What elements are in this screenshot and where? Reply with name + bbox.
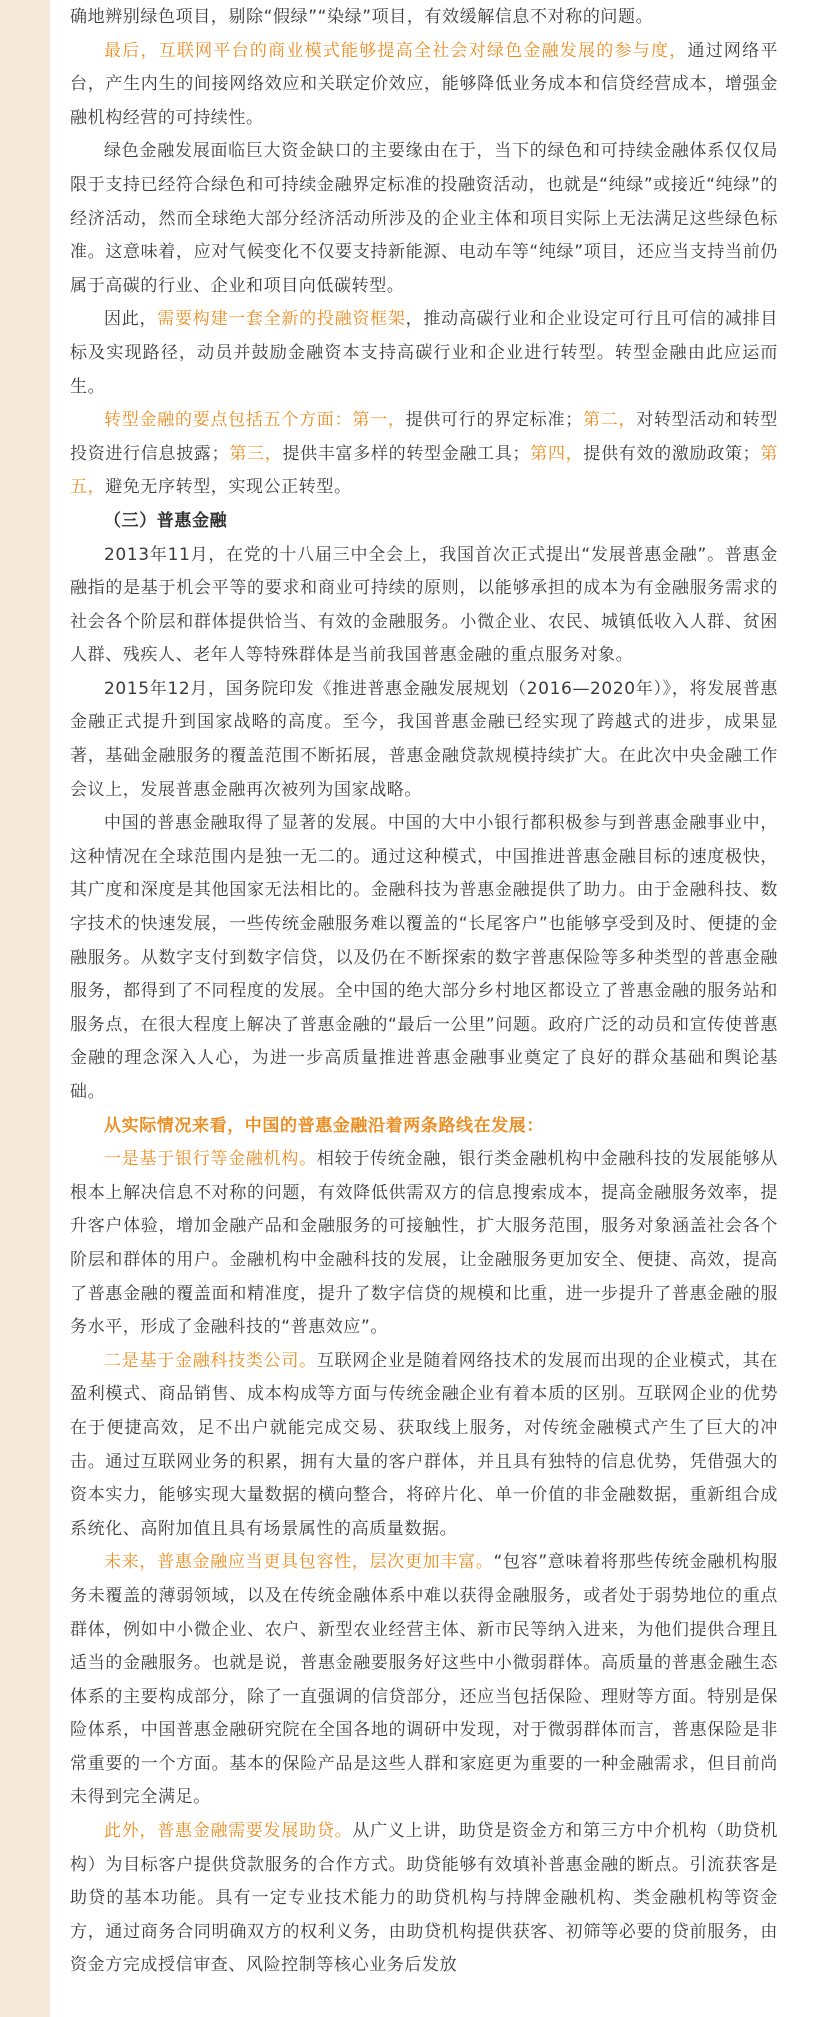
body-text: 因此， xyxy=(104,309,158,330)
body-text: 避免无序转型，实现公正转型。 xyxy=(105,477,352,498)
paragraph-2 xyxy=(70,35,778,136)
article-body xyxy=(70,1,778,1983)
highlight-text: 第二， xyxy=(582,410,637,431)
paragraph-13 xyxy=(70,1815,778,1983)
paragraph-3: 绿色金融发展面临巨大资金缺口的主要缘由在于，当下的绿色和可持续金融体系仅仅局限于支持已经符合绿色和可持续金融界定标准的投融资活动，也就是“纯绿”或接近“纯绿”的经济活动，然而全球绝大部分经济活动所涉及的企业主体和项目实际上无法满足这些绿色标准。这意味着，应对气候变化不仅要支持新能源、电动车等“纯绿”项目，还应当支持当前仍属于高碳的行业、企业和项目向低碳转型。 xyxy=(70,141,778,296)
article-page xyxy=(50,0,815,2017)
highlight-text: 二是基于金融科技类公司。 xyxy=(104,1350,317,1371)
section-heading: （三）普惠金融 xyxy=(104,510,228,531)
body-text: ，推动高碳行业和企业设定可行且可信的减排目标及实现路径，动员并鼓励金融资本支持高碳行业和企业进行转型。转型金融由此应运而生。 xyxy=(70,309,778,397)
paragraph-12 xyxy=(70,1546,778,1815)
paragraph-6: 2013年11月，在党的十八届三中全会上，我国首次正式提出“发展普惠金融”。普惠金融指的是基于机会平等的要求和商业可持续的原则，以能够承担的成本为有金融服务需求的社会各个阶层和群体提供恰当、有效的金融服务。小微企业、农民、城镇低收入人群、贫困人群、残疾人、老年人等特殊群体是当前我国普惠金融的重点服务对象。 xyxy=(70,544,778,666)
body-text: 通过网络平台，产生内生的间接网络效应和关联定价效应，能够降低业务成本和信贷经营成本，增强金融机构经营的可持续性。 xyxy=(70,40,779,128)
paragraph-5 xyxy=(70,404,778,505)
paragraph-7: 2015年12月，国务院印发《推进普惠金融发展规划（2016—2020年）》，将发展普惠金融正式提升到国家战略的高度。至今，我国普惠金融已经实现了跨越式的进步，成果显著，基础金融服务的覆盖范围不断拓展，普惠金融贷款规模持续扩大。在此次中央金融工作会议上，发展普惠金融再次被列为国家战略。 xyxy=(70,678,778,800)
body-text: 提供有效的激励政策； xyxy=(583,443,761,464)
paragraph-9 xyxy=(70,1110,778,1144)
highlight-text: 第三， xyxy=(229,443,283,464)
highlight-text: 此外，普惠金融需要发展助贷。 xyxy=(104,1821,353,1842)
highlight-text: 一是基于银行等金融机构。 xyxy=(104,1149,317,1170)
body-text: 提供可行的界定标准； xyxy=(405,410,583,431)
highlight-text: 转型金融的要点包括五个方面：第一， xyxy=(104,410,406,431)
highlight-bold-text: 从实际情况来看，中国的普惠金融沿着两条路线在发展： xyxy=(104,1115,544,1136)
body-text: 从广义上讲，助贷是资金方和第三方中介机构（助贷机构）为目标客户提供贷款服务的合作方式。助贷能够有效填补普惠金融的断点。引流获客是助贷的基本功能。具有一定专业技术能力的助贷机构与持牌金融机构、类金融机构等资金方，通过商务合同明确双方的权利义务，由助贷机构提供获客、初筛等必要的贷前服务，由资金方完成授信审查、风险控制等核心业务后发放 xyxy=(70,1821,778,1976)
highlight-text: 需要构建一套全新的投融资框架 xyxy=(157,309,406,330)
paragraph-8: 中国的普惠金融取得了显著的发展。中国的大中小银行都积极参与到普惠金融事业中，这种情况在全球范围内是独一无二的。通过这种模式，中国推进普惠金融目标的速度极快，其广度和深度是其他国家无法相比的。金融科技为普惠金融提供了助力。由于金融科技、数字技术的快速发展，一些传统金融服务难以覆盖的“长尾客户”也能够享受到及时、便捷的金融服务。从数字支付到数字信贷，以及仍在不断探索的数字普惠保险等多种类型的普惠金融服务，都得到了不同程度的发展。全中国的绝大部分乡村地区都设立了普惠金融的服务站和服务点，在很大程度上解决了普惠金融的“最后一公里”问题。政府广泛的动员和宣传使普惠金融的理念深入人心，为进一步高质量推进普惠金融事业奠定了良好的群众基础和舆论基础。 xyxy=(70,813,778,1102)
highlight-text: 未来，普惠金融应当更具包容性，层次更加丰富。 xyxy=(104,1552,494,1573)
body-text: 互联网企业是随着网络技术的发展而出现的企业模式，其在盈利模式、商品销售、成本构成等方面与传统金融企业有着本质的区别。互联网企业的优势在于便捷高效，足不出户就能完成交易、获取线上服务，对传统金融模式产生了巨大的冲击。通过互联网业务的积累，拥有大量的客户群体，并且具有独特的信息优势，凭借强大的资本实力，能够实现大量数据的横向整合，将碎片化、单一价值的非金融数据，重新组合成系统化、高附加值且具有场景属性的高质量数据。 xyxy=(70,1350,778,1539)
highlight-text: 第五， xyxy=(70,443,778,498)
paragraph-1: 确地辨别绿色项目，剔除“假绿”“染绿”项目，有效缓解信息不对称的问题。 xyxy=(70,7,654,27)
paragraph-4 xyxy=(70,303,778,404)
body-text: 提供丰富多样的转型金融工具； xyxy=(282,443,531,464)
highlight-text: 第四， xyxy=(530,443,584,464)
body-text: 对转型活动和转型投资进行信息披露； xyxy=(70,410,778,464)
highlight-text: 最后，互联网平台的商业模式能够提高全社会对绿色金融发展的参与度， xyxy=(104,40,688,61)
body-text: 相较于传统金融，银行类金融机构中金融科技的发展能够从根本上解决信息不对称的问题，有效降低供需双方的信息搜索成本，提高金融服务效率，提升客户体验，增加金融产品和金融服务的可接触性，扩大服务范围，服务对象涵盖社会各个阶层和群体的用户。金融机构中金融科技的发展，让金融服务更加安全、便捷、高效，提高了普惠金融的覆盖面和精准度，提升了数字信贷的规模和比重，进一步提升了普惠金融的服务水平，形成了金融科技的“普惠效应”。 xyxy=(70,1149,778,1338)
paragraph-11 xyxy=(70,1345,778,1547)
body-text: “包容”意味着将那些传统金融机构服务未覆盖的薄弱领域，以及在传统金融体系中难以获得金融服务，或者处于弱势地位的重点群体，例如中小微企业、农户、新型农业经营主体、新市民等纳入进来，为他们提供合理且适当的金融服务。也就是说，普惠金融要服务好这些中小微弱群体。高质量的普惠金融生态体系的主要构成部分，除了一直强调的信贷部分，还应当包括保险、理财等方面。特别是保险体系，中国普惠金融研究院在全国各地的调研中发现，对于微弱群体而言，普惠保险是非常重要的一个方面。基本的保险产品是这些人群和家庭更为重要的一种金融需求，但目前尚未得到完全满足。 xyxy=(70,1552,778,1808)
paragraph-10 xyxy=(70,1143,778,1345)
